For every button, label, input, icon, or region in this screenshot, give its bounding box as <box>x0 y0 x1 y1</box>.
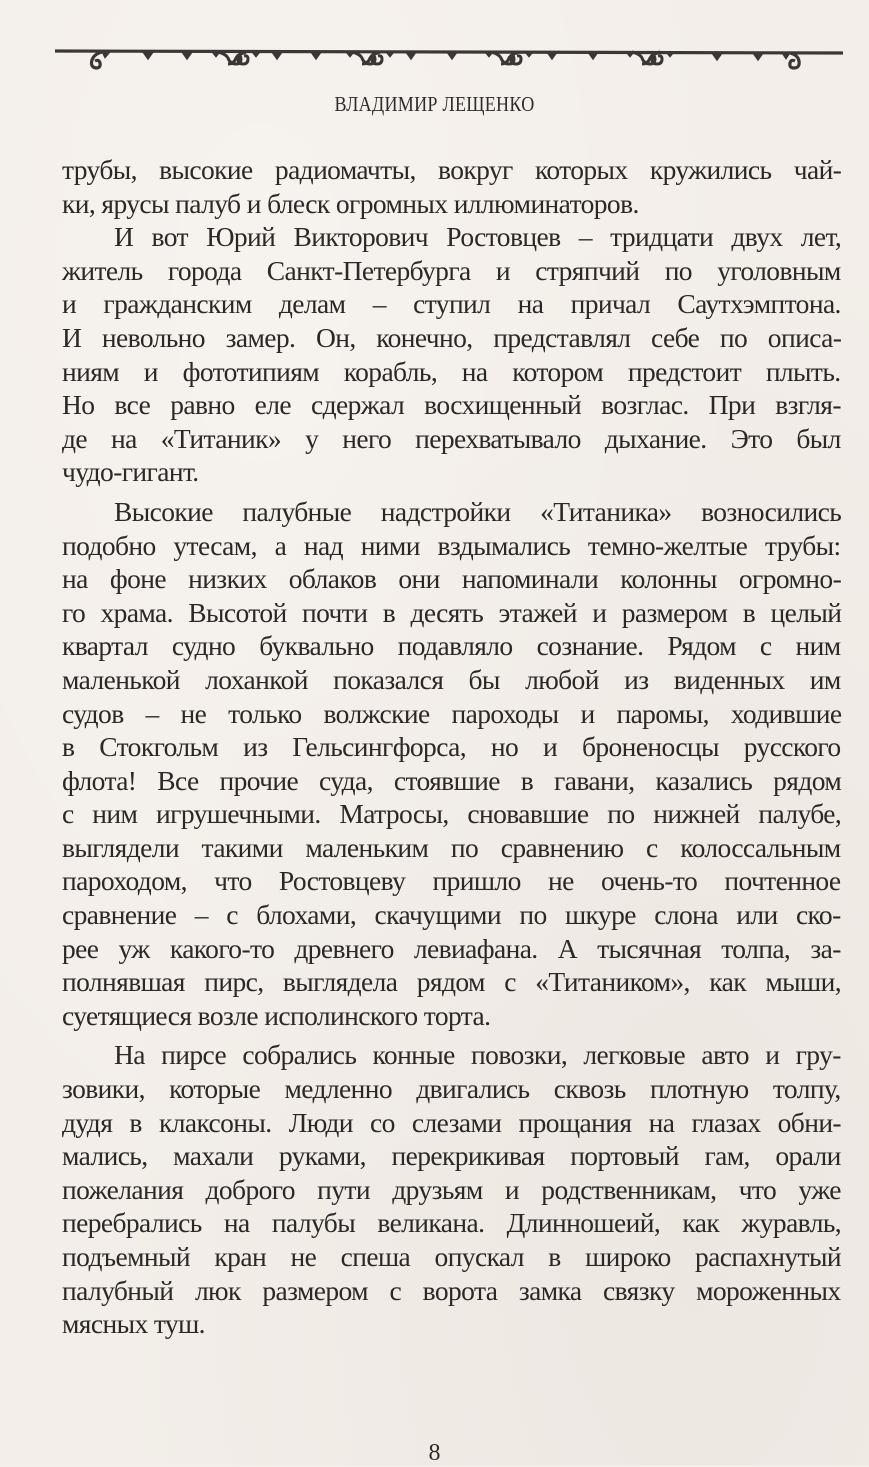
text-line: сравнение – с блохами, скачущими по шкуре слона или ско- <box>62 899 841 931</box>
text-line: на фоне низких облаков они напоминали колонны огромно- <box>62 563 842 595</box>
paragraph <box>62 153 841 220</box>
page-number: 8 <box>428 1440 441 1466</box>
text-line: суетящиеся возле исполинского торта. <box>62 999 491 1031</box>
text-line: судов – не только волжские пароходы и паромы, ходившие <box>62 697 842 729</box>
text-line: выглядели такими маленьким по сравнению с колоссальным <box>62 831 841 863</box>
text-line: мясных туш. <box>62 1308 205 1340</box>
running-head-author: ВЛАДИМИР ЛЕЩЕНКО <box>334 92 535 116</box>
text-line: маленькой лоханкой показался бы любой из виденных им <box>62 663 841 695</box>
body-text <box>62 153 841 1341</box>
decorative-scroll-rule-icon <box>50 40 850 80</box>
text-line: в Стокгольм из Гельсингфорса, но и броненосцы русского <box>62 731 841 763</box>
text-line: го храма. Высотой почти в десять этажей и размером в целый <box>62 596 842 628</box>
text-line: и гражданским делам – ступил на причал Саутхэмптона. <box>62 288 841 320</box>
text-line: дудя в клаксоны. Люди со слезами прощания на глазах обни- <box>62 1106 841 1138</box>
text-line: Высокие палубные надстройки «Титаника» возносились <box>114 495 842 527</box>
text-line: мались, махали руками, перекрикивая портовый гам, орали <box>62 1140 841 1172</box>
text-line: квартал судно буквально подавляло сознание. Рядом с ним <box>62 630 841 662</box>
text-line: На пирсе собрались конные повозки, легковые авто и гру- <box>114 1039 841 1071</box>
text-line: житель города Санкт-Петербурга и стряпчий по уголовным <box>62 254 841 286</box>
text-line: подобно утесам, а над ними вздымались темно-желтые трубы: <box>62 529 841 561</box>
text-line: трубы, высокие радиомачты, вокруг которых кружились чай- <box>62 154 842 185</box>
text-line: подъемный кран не спеша опускал в широко распахнутый <box>62 1241 841 1272</box>
text-line: перебрались на палубы великана. Длинношеий, как журавль, <box>62 1207 842 1239</box>
text-line: рее уж какого-то древнего левиафана. А тысячная толпа, за- <box>62 932 841 964</box>
text-line: ки, ярусы палуб и блеск огромных иллюминаторов. <box>62 187 639 219</box>
text-line: зовики, которые медленно двигались сквозь плотную толпу, <box>62 1073 841 1105</box>
text-line: ниям и фототипиям корабль, на котором предстоит плыть. <box>62 355 841 387</box>
text-line: полнявшая пирс, выглядела рядом с «Титаником», как мыши, <box>62 966 842 998</box>
text-line: пароходом, что Ростовцеву пришло не очень-то почтенное <box>62 865 841 897</box>
text-line: флота! Все прочие суда, стоявшие в гавани, казались рядом <box>62 764 842 796</box>
text-line: пожелания доброго пути друзьям и родственникам, что уже <box>62 1173 841 1205</box>
text-line: Но все равно еле сдержал восхищенный возглас. При взгля- <box>62 389 841 421</box>
text-line: чудо-гигант. <box>62 456 199 488</box>
text-line: И невольно замер. Он, конечно, представлял себе по описа- <box>62 321 842 353</box>
paragraph <box>62 1038 841 1340</box>
text-line: с ним игрушечными. Матросы, сновавшие по нижней палубе, <box>62 798 842 830</box>
text-line: палубный люк размером с ворота замка связку мороженных <box>62 1274 841 1306</box>
text-line: де на «Титаник» у него перехватывало дыхание. Это был <box>62 422 841 454</box>
text-line: И вот Юрий Викторович Ростовцев – тридцати двух лет, <box>114 221 842 253</box>
paragraph <box>62 495 841 1033</box>
paragraph <box>62 220 841 489</box>
